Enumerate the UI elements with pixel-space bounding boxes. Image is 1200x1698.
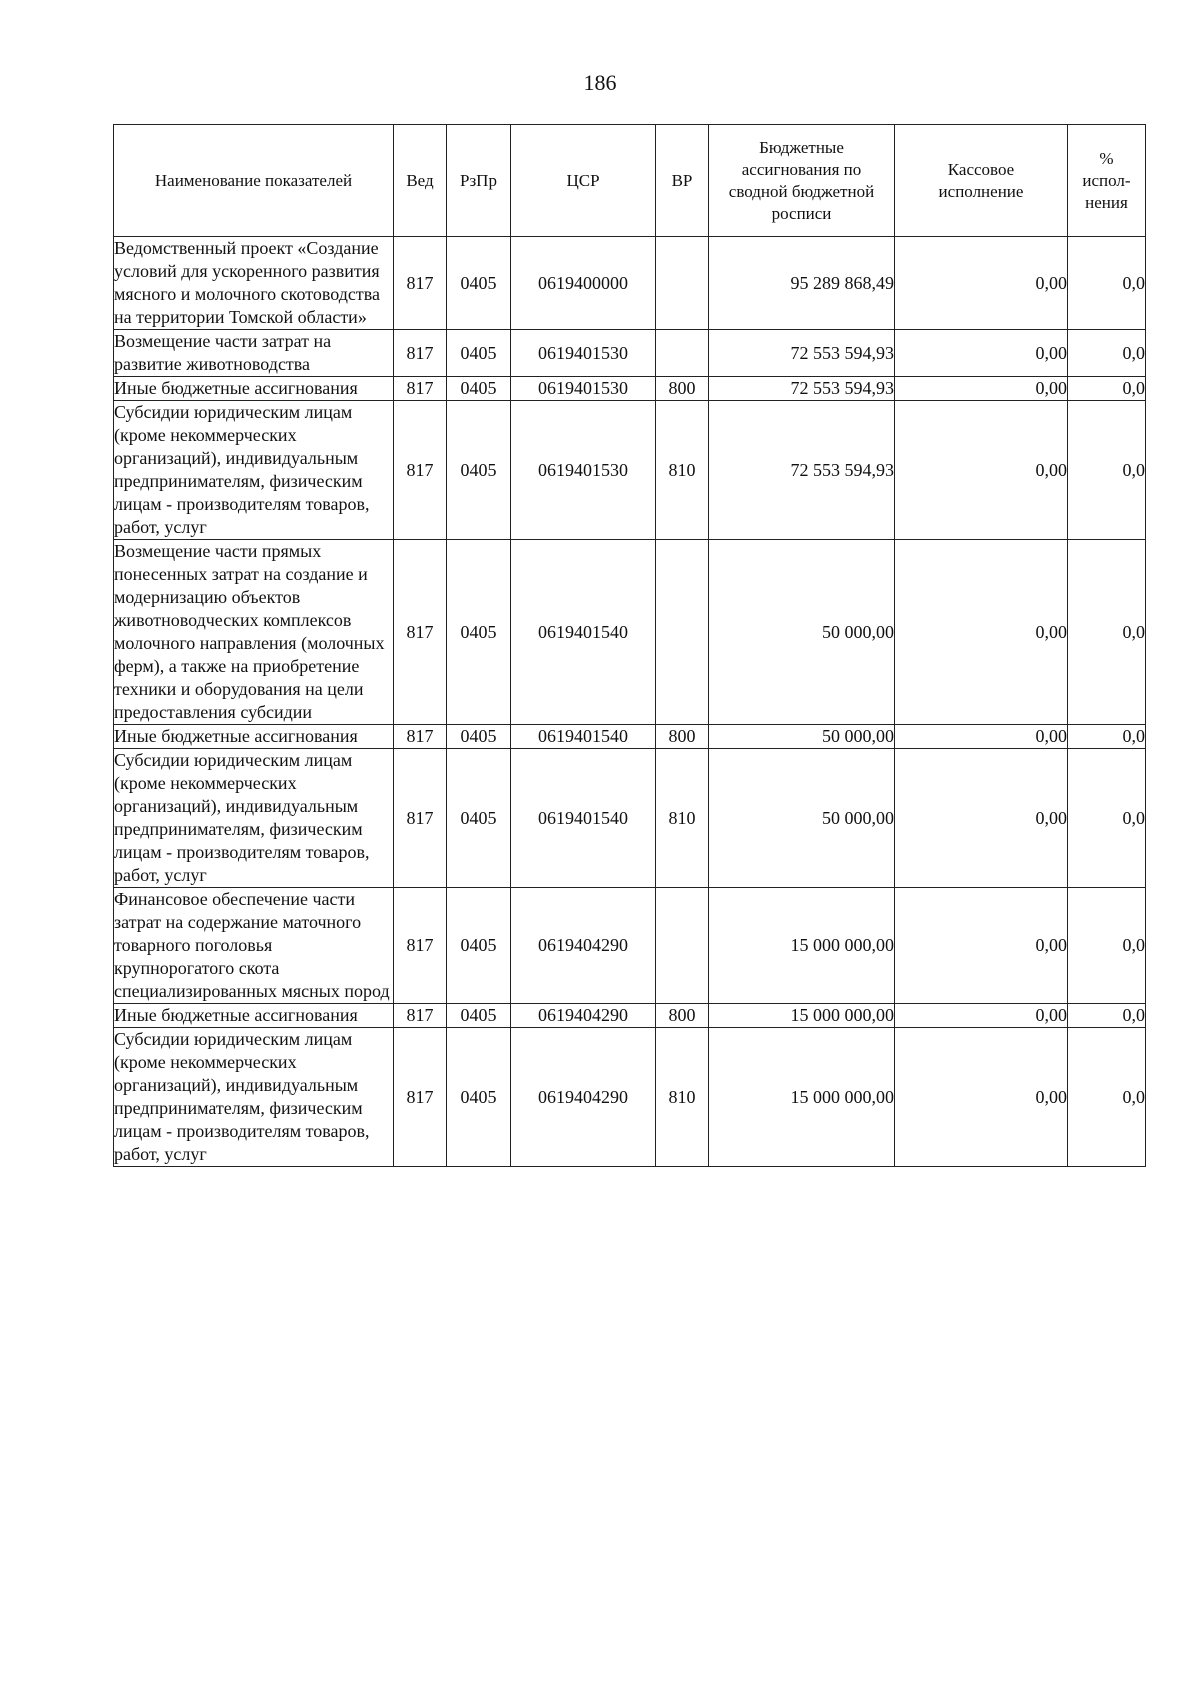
row-cash: 0,00 bbox=[895, 401, 1068, 540]
row-cash: 0,00 bbox=[895, 725, 1068, 749]
row-ved: 817 bbox=[394, 237, 447, 330]
row-csr: 0619404290 bbox=[511, 888, 656, 1004]
row-vr: 810 bbox=[656, 749, 709, 888]
row-vr bbox=[656, 540, 709, 725]
table-row bbox=[114, 330, 1146, 377]
row-budget: 15 000 000,00 bbox=[709, 888, 895, 1004]
row-budget: 95 289 868,49 bbox=[709, 237, 895, 330]
row-name: Иные бюджетные ассигнования bbox=[114, 377, 394, 401]
row-csr: 0619400000 bbox=[511, 237, 656, 330]
row-percent: 0,0 bbox=[1068, 1004, 1146, 1028]
row-percent: 0,0 bbox=[1068, 237, 1146, 330]
row-vr: 800 bbox=[656, 1004, 709, 1028]
row-rzpr: 0405 bbox=[447, 401, 511, 540]
row-budget: 50 000,00 bbox=[709, 540, 895, 725]
row-csr: 0619401530 bbox=[511, 377, 656, 401]
row-percent: 0,0 bbox=[1068, 1028, 1146, 1167]
row-cash: 0,00 bbox=[895, 330, 1068, 377]
row-percent: 0,0 bbox=[1068, 330, 1146, 377]
row-ved: 817 bbox=[394, 725, 447, 749]
row-name: Финансовое обеспечение части затрат на содержание маточного товарного поголовья крупнорогатого скота специализированных мясных пород bbox=[114, 888, 394, 1004]
row-percent: 0,0 bbox=[1068, 401, 1146, 540]
row-percent: 0,0 bbox=[1068, 540, 1146, 725]
row-csr: 0619401530 bbox=[511, 330, 656, 377]
row-name: Возмещение части прямых понесенных затрат на создание и модернизацию объектов животноводческих комплексов молочного направления (молочных ферм), а также на приобретение техники и оборудования на цели предоставления субсидии bbox=[114, 540, 394, 725]
row-ved: 817 bbox=[394, 401, 447, 540]
row-vr: 800 bbox=[656, 377, 709, 401]
row-cash: 0,00 bbox=[895, 237, 1068, 330]
row-ved: 817 bbox=[394, 330, 447, 377]
row-budget: 72 553 594,93 bbox=[709, 330, 895, 377]
row-rzpr: 0405 bbox=[447, 888, 511, 1004]
table-row bbox=[114, 237, 1146, 330]
row-vr bbox=[656, 888, 709, 1004]
row-budget: 15 000 000,00 bbox=[709, 1028, 895, 1167]
header-rzpr: РзПр bbox=[447, 125, 511, 237]
table-header bbox=[114, 125, 1146, 237]
row-vr bbox=[656, 237, 709, 330]
row-rzpr: 0405 bbox=[447, 237, 511, 330]
row-vr: 810 bbox=[656, 401, 709, 540]
page-number: 186 bbox=[583, 70, 617, 95]
row-percent: 0,0 bbox=[1068, 888, 1146, 1004]
row-name: Субсидии юридическим лицам (кроме некоммерческих организаций), индивидуальным предпринимателям, физическим лицам - производителям товаров, работ, услуг bbox=[114, 401, 394, 540]
row-budget: 72 553 594,93 bbox=[709, 377, 895, 401]
header-csr: ЦСР bbox=[511, 125, 656, 237]
header-row bbox=[114, 125, 1146, 237]
row-csr: 0619404290 bbox=[511, 1028, 656, 1167]
row-vr: 810 bbox=[656, 1028, 709, 1167]
row-budget: 50 000,00 bbox=[709, 749, 895, 888]
header-ved: Вед bbox=[394, 125, 447, 237]
row-name: Иные бюджетные ассигнования bbox=[114, 1004, 394, 1028]
row-name: Возмещение части затрат на развитие животноводства bbox=[114, 330, 394, 377]
row-csr: 0619401530 bbox=[511, 401, 656, 540]
row-csr: 0619401540 bbox=[511, 725, 656, 749]
table-row bbox=[114, 725, 1146, 749]
table-row bbox=[114, 1004, 1146, 1028]
row-name: Субсидии юридическим лицам (кроме некоммерческих организаций), индивидуальным предпринимателям, физическим лицам - производителям товаров, работ, услуг bbox=[114, 749, 394, 888]
row-percent: 0,0 bbox=[1068, 749, 1146, 888]
row-cash: 0,00 bbox=[895, 749, 1068, 888]
row-budget: 50 000,00 bbox=[709, 725, 895, 749]
table-body bbox=[114, 237, 1146, 1167]
row-rzpr: 0405 bbox=[447, 1004, 511, 1028]
row-rzpr: 0405 bbox=[447, 1028, 511, 1167]
row-rzpr: 0405 bbox=[447, 377, 511, 401]
row-ved: 817 bbox=[394, 1004, 447, 1028]
row-vr: 800 bbox=[656, 725, 709, 749]
table-row bbox=[114, 377, 1146, 401]
row-cash: 0,00 bbox=[895, 377, 1068, 401]
row-percent: 0,0 bbox=[1068, 725, 1146, 749]
header-budget: Бюджетные ассигнования по сводной бюджетной росписи bbox=[709, 125, 895, 237]
row-rzpr: 0405 bbox=[447, 330, 511, 377]
table-row bbox=[114, 401, 1146, 540]
row-cash: 0,00 bbox=[895, 540, 1068, 725]
row-rzpr: 0405 bbox=[447, 540, 511, 725]
row-vr bbox=[656, 330, 709, 377]
row-name: Иные бюджетные ассигнования bbox=[114, 725, 394, 749]
row-csr: 0619401540 bbox=[511, 540, 656, 725]
table-row bbox=[114, 540, 1146, 725]
row-budget: 72 553 594,93 bbox=[709, 401, 895, 540]
row-ved: 817 bbox=[394, 888, 447, 1004]
row-csr: 0619401540 bbox=[511, 749, 656, 888]
row-cash: 0,00 bbox=[895, 1028, 1068, 1167]
row-percent: 0,0 bbox=[1068, 377, 1146, 401]
row-budget: 15 000 000,00 bbox=[709, 1004, 895, 1028]
row-ved: 817 bbox=[394, 540, 447, 725]
row-cash: 0,00 bbox=[895, 888, 1068, 1004]
row-name: Субсидии юридическим лицам (кроме некоммерческих организаций), индивидуальным предпринимателям, физическим лицам - производителям товаров, работ, услуг bbox=[114, 1028, 394, 1167]
table-row bbox=[114, 1028, 1146, 1167]
table-row bbox=[114, 888, 1146, 1004]
row-ved: 817 bbox=[394, 377, 447, 401]
header-percent: % испол-нения bbox=[1068, 125, 1146, 237]
budget-table bbox=[113, 124, 1146, 1167]
row-rzpr: 0405 bbox=[447, 749, 511, 888]
header-vr: ВР bbox=[656, 125, 709, 237]
row-ved: 817 bbox=[394, 1028, 447, 1167]
table-row bbox=[114, 749, 1146, 888]
row-rzpr: 0405 bbox=[447, 725, 511, 749]
row-ved: 817 bbox=[394, 749, 447, 888]
row-csr: 0619404290 bbox=[511, 1004, 656, 1028]
row-cash: 0,00 bbox=[895, 1004, 1068, 1028]
header-cash: Кассовое исполнение bbox=[895, 125, 1068, 237]
row-name: Ведомственный проект «Создание условий для ускоренного развития мясного и молочного скотоводства на территории Томской области» bbox=[114, 237, 394, 330]
header-name: Наименование показателей bbox=[114, 125, 394, 237]
